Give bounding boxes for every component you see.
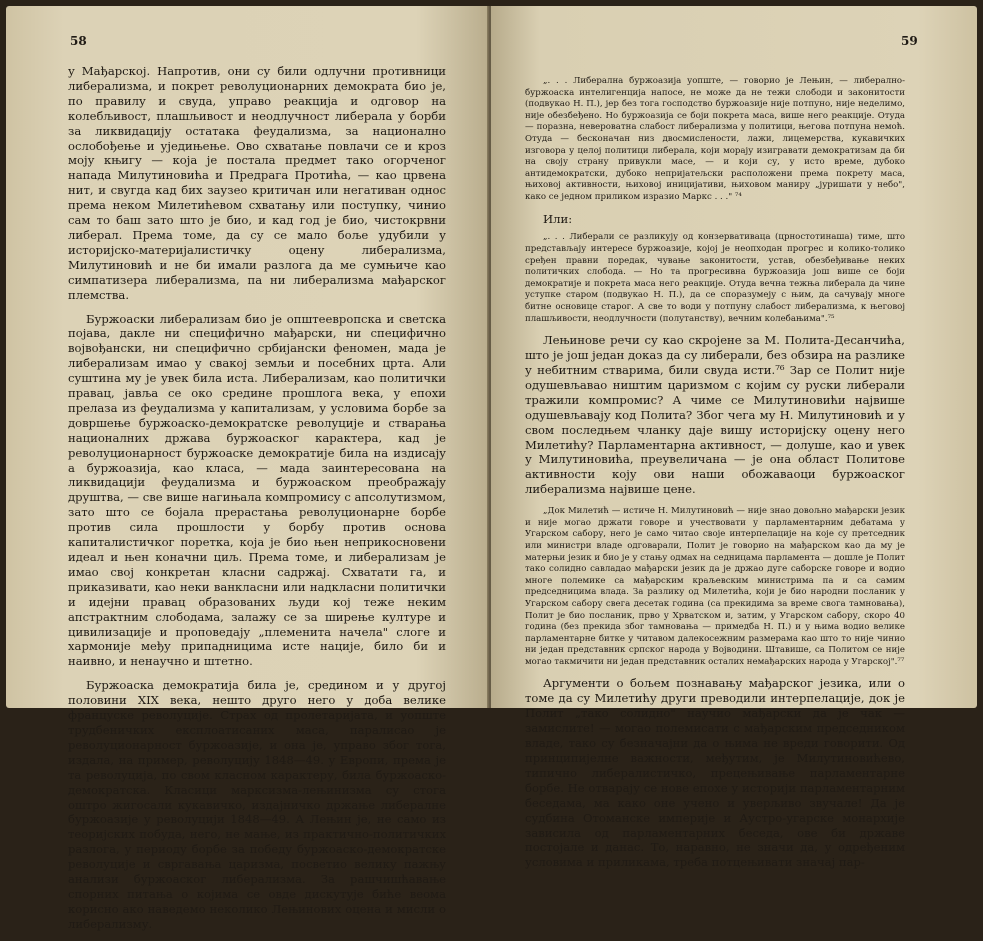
paragraph: Аргументи о бољем познавању мађарског језика, или о томе да су Милетићу други преводили интерпелације, док је Полит „тако солидно" научио мађарски да је чак — замислите! — могао полемисати с мађарским председником владе, тако су безначајни да о њима не вреди говорити. Од принципијелне важности, међутим, је Милутиновићево, типично либералистичко, прецењивање парламентарне борбе. Не отварају се нове епохе у историји парламентарним беседама, ма како оне учено и уверљиво звучале! Да је судбина Отоманске империје и Аустро-угарске монархије зависила од парламентарних беседа, ове би државе постојале и данас. То, наравно, не значи да, у одређеним условима и приликама, треба потцењивати значај пар- (525, 676, 905, 870)
right-page-text (525, 76, 905, 879)
paragraph: Буржоаска демократија била је, средином и у другој половини XIX века, нешто друго него у доба велике француске револуције. Страх од пролетаријата, и уопште трудбеничких експлоатисаних маса, паралисао је револуционарност буржоазије, и она је, управо због тога, издала, на пример, револуцију 1848—49. у Европи, према је та револуција, по свом класном карактеру, била буржоаско-демократска. Класици марксизма-лењинизма су стога оштро жигосали кукавичко, издајничко држање либералне буржоазије у револуцији 1848—49. А Лењин је, не само из теоријских побуда, него, не мање, из практично-политичких разлога, у периоду борбе за победу буржоаско-демократске револуције и свргавања царизма, посветио велику пажњу анализи буржоаског либерализма. За рашчишћавање спорних питања о којима се овде дискутује биће веома корисно ако наведемо неколико Лењинових оцена и мисли о либерализму. (68, 678, 446, 931)
left-page (6, 6, 489, 931)
block-quote: „Док Милетић — истиче Н. Милутиновић — није знао довољно мађарски језик и није могао држати говоре и учествовати у парламентарним дебатама у Угарском сабору, него је само читао своје интерпелације на које су претседник или министри владе одговарали, Полит је говорио на мађарском као да му је матерњи језик и био је у стању одмах на седницама парламента — дошле је Полит тако солидно савладао мађарски језик да је држао дуге саборске говоре и водио многе полемике са мађарским краљевским министрима па и са самим председницима влада. За разлику од Милетића, који је био народни посланик у Угарском сабору свега десетак година (са прекидима за време свога тамновања), Полит је био посланик, прво у Хрватском и, затим, у Угарском сабору, скоро 40 година (без прекида због тамновања — примедба Н. П.) и у њима водио велике парламентарне битке у читавом далекосежним размерама као што то није чинио ни један представник српског народа у Војводини. Штавише, са Политом се није могао такмичити ни један представник осталих немађарских народа у Угарској".⁷⁷ (525, 506, 905, 667)
paragraph: Или: (543, 211, 573, 226)
page-number-right: 59 (901, 34, 918, 48)
paragraph: Лењинове речи су као скројене за М. Полита-Десанчића, што је још један доказ да су либерали, без обзира на разлике у небитним стварима, били свуда исти.⁷⁶ Зар се Полит није одушевљавао ништим царизмом с којим су руски либерали тражили компромис? А чиме се Милутиновићи највише одушевљавају код Полита? Због чега му Н. Милутиновић и у свом последњем чланку даје вишу историјску оцену него Милетићу? Парламентарна активност, — долуше, као и увек у Милутиновића, преувеличана — је она област Политове активности коју ови наши обожаваоци буржоаског либерализма највише цене. (525, 333, 905, 497)
paragraph: Буржоаски либерализам био је општеевропска и светска појава, дакле ни специфично мађарски, ни специфично војвођански, ни специфично србијански феномен, мада је либерализам имао у свакој земљи и посебних црта. Али суштина му је увек била иста. Либерализам, као политички правац, јавља се око средине прошлога века, у епохи прелаза из феудализма у капитализам, у условима борбе за довршење буржоаско-демократске револуције и стварања националних држава буржоаског карактера, кад је револуционарност буржоаске демократије била на издисају а буржоазија, као класа, — мада заинтересована на ликвидацији феудализма и буржоаском преображају друштва, — све више нагињала компромису с апсолутизмом, зато што се бојала прерастања револуционарне борбе против сила прошлости у борбу против основа капиталистичког поретка, која је био њен неприкосновени идеал и њен коначни циљ. Према томе, и либерализам је имао свој конкретан класни садржај. Схватати га, и приказивати, као неки ванкласни или надкласни политички и идејни правац образованих људи кој теже неким апстрактним слободама, залажу се за ширење културе и цивилизације и проповедају „племенита начела" слоге и хармоније међу припадницима исте нације, било би и наивно, и ненаучно и штетно. (68, 311, 446, 669)
block-quote: „. . . Либерали се разликују од конзервативаца (црностотинаша) тиме, што представљају интересе буржоазије, којој је неопходан прогрес и колико-толико сређен правни поредак, чување законитости, устав, обезбеђивање неких политичких слобода. — Но та прогресивна буржоазија још више се боји демократије и покрета маса него реакције. Отуда вечна тежња либерала да чине уступке старом (подвукао Н. П.), да се споразумеју с њим, да сачувају многе битне основице старог. А све то води у потпуну слабост либерализма, к његовој плашљивости, неодлучности (полутанству), вечним колебањима".⁷⁵ (525, 232, 905, 324)
right-page (491, 6, 977, 870)
left-page-text (68, 64, 446, 941)
block-quote: „. . . Либерална буржоазија уопште, — говорио је Лењин, — либерално-буржоаска интелигенција напосе, не може да не тежи слободи и законитости (подвукао Н. П.), јер без тога господство буржоазије није потпуно, није неделимо, није обезбеђено. Но буржоазија се боји покрета маса, више него реакције. Отуда — поразна, невероватна слабост либерализма у политици, његова потпуна немоћ. Отуда — бесконачан низ двосмислености, лажи, лицемерства, кукавичких изговора у целој политици либерала, који морају изигравати демократизам да би на своју страну привукли масе, — и који су, у исто време, дубоко антидемократски, дубоко непријатељски расположени према покрету маса, њиховој активности, њиховој иницијативи, њиховом маниру „јуришати у небо", како се једном приликом изразио Маркс . . ." ⁷⁴ (525, 76, 905, 202)
page-number-left: 58 (70, 34, 87, 48)
paragraph: у Мађарској. Напротив, они су били одлучни противници либерализма, и покрет револуционарних демократа био је, по правилу и свуда, управо реакција и одговор на колебљивост, плашљивост и неодлучност либерала у борби за ликвидацију остатака феудализма, за национално ослобођење и уједињење. Ово схватање повлачи се и кроз моју књигу — која је постала предмет тако огорченог напада Милутиновића и Предрага Протића, — као црвена нит, и свугда кад бих заузео критичан или негативан однос према неком Милетићевом схватању или поступку, чинио сам то баш зато што је био, и кад год је био, чистокрвни либерал. Према томе, да су се мало боље удубили у историјско-материјалистичку оцену либерализма, Милутиновић и не би имали разлога да ме сумњиче као симпатизера либерализма, па ни либерализма мађарског племства. (68, 64, 446, 302)
